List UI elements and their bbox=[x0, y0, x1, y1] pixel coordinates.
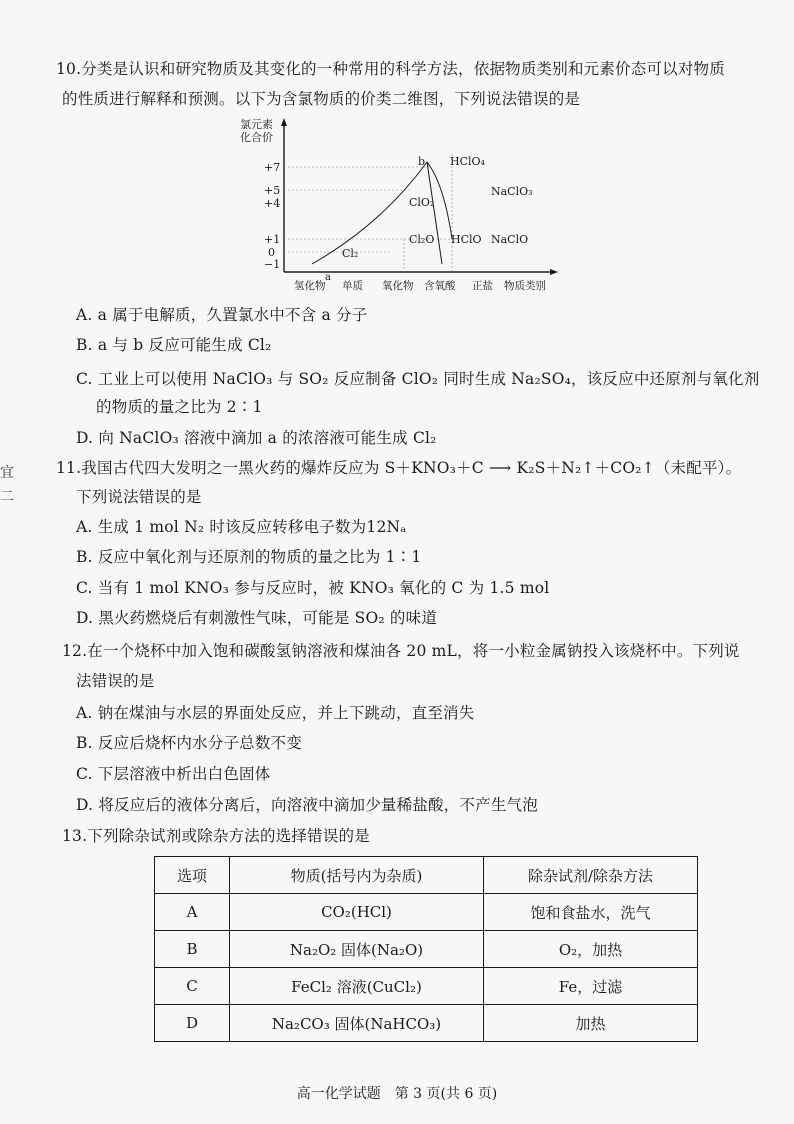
x-category: 氧化物 bbox=[382, 280, 414, 292]
q10-stem-line2: 的性质进行解释和预测。以下为含氯物质的价类二维图，下列说法错误的是 bbox=[62, 90, 581, 108]
point-clo2: ClO₂ bbox=[409, 196, 435, 209]
point-b: b bbox=[418, 155, 426, 168]
x-category: 氢化物 bbox=[294, 280, 326, 292]
y-tick: +4 bbox=[264, 197, 281, 210]
y-tick: +5 bbox=[264, 184, 281, 197]
y-label-line1: 氯元素 bbox=[240, 118, 273, 131]
q11-option-d: D. 黑火药燃烧后有刺激性气味，可能是 SO₂ 的味道 bbox=[76, 609, 438, 627]
point-hclo4: HClO₄ bbox=[450, 155, 485, 168]
point-cl2o: Cl₂O bbox=[409, 233, 435, 246]
trend-line bbox=[427, 162, 442, 264]
q11-stem-line1: 11.我国古代四大发明之一黑火药的爆炸反应为 S＋KNO₃＋C ⟶ K₂S＋N₂↑＋CO₂↑（未配平）。 bbox=[56, 459, 742, 477]
y-label-line2: 化合价 bbox=[240, 131, 273, 144]
table-cell: Fe，过滤 bbox=[484, 968, 698, 1005]
x-category: 正盐 bbox=[472, 280, 493, 292]
table-cell: 加热 bbox=[484, 1005, 698, 1042]
point-hclo: HClO bbox=[451, 233, 482, 246]
margin-char-1: 宜 bbox=[0, 465, 14, 481]
table-cell: 饱和食盐水，洗气 bbox=[484, 894, 698, 931]
table-row bbox=[155, 894, 698, 931]
q10-option-d: D. 向 NaClO₃ 溶液中滴加 a 的浓溶液可能生成 Cl₂ bbox=[76, 429, 437, 447]
q11-stem-line2: 下列说法错误的是 bbox=[76, 488, 202, 506]
x-category: 含氧酸 bbox=[424, 280, 456, 292]
x-axis-arrow bbox=[550, 269, 558, 275]
point-naclo: NaClO bbox=[491, 233, 529, 246]
q13-stem: 13.下列除杂试剂或除杂方法的选择错误的是 bbox=[62, 827, 370, 845]
table-cell: A bbox=[155, 894, 230, 931]
table-cell: Na₂O₂ 固体(Na₂O) bbox=[230, 931, 484, 968]
q10-option-c-line1: C. 工业上可以使用 NaClO₃ 与 SO₂ 反应制备 ClO₂ 同时生成 Na₂SO₄，该反应中还原剂与氧化剂 bbox=[76, 370, 760, 388]
table-cell: FeCl₂ 溶液(CuCl₂) bbox=[230, 968, 484, 1005]
table-row bbox=[155, 968, 698, 1005]
y-tick: −1 bbox=[264, 258, 281, 271]
table-cell: CO₂(HCl) bbox=[230, 894, 484, 931]
q10-stem-line1: 10.分类是认识和研究物质及其变化的一种常用的科学方法，依据物质类别和元素价态可以对物质 bbox=[56, 60, 725, 78]
q10-option-a: A. a 属于电解质，久置氯水中不含 a 分子 bbox=[76, 306, 368, 324]
table-header: 物质(括号内为杂质) bbox=[230, 857, 484, 894]
q12-option-d: D. 将反应后的液体分离后，向溶液中滴加少量稀盐酸，不产生气泡 bbox=[76, 796, 538, 814]
table-cell: C bbox=[155, 968, 230, 1005]
q10-option-b: B. a 与 b 反应可能生成 Cl₂ bbox=[76, 336, 272, 354]
y-tick: +1 bbox=[264, 233, 281, 246]
page-footer: 高一化学试题 第 3 页(共 6 页) bbox=[296, 1086, 498, 1102]
table-cell: O₂，加热 bbox=[484, 931, 698, 968]
table-header: 选项 bbox=[155, 857, 230, 894]
q11-option-b: B. 反应中氧化剂与还原剂的物质的量之比为 1∶1 bbox=[76, 548, 422, 566]
table-header: 除杂试剂/除杂方法 bbox=[484, 857, 698, 894]
point-a: a bbox=[325, 272, 331, 283]
table-cell: B bbox=[155, 931, 230, 968]
q12-option-b: B. 反应后烧杯内水分子总数不变 bbox=[76, 734, 302, 752]
table-cell: Na₂CO₃ 固体(NaHCO₃) bbox=[230, 1005, 484, 1042]
y-axis-arrow bbox=[281, 118, 287, 126]
q10-option-c-line2: 的物质的量之比为 2∶1 bbox=[96, 398, 263, 416]
q11-option-a: A. 生成 1 mol N₂ 时该反应转移电子数为12Nₐ bbox=[76, 518, 407, 536]
y-tick: 0 bbox=[268, 246, 275, 259]
margin-char-2: 二 bbox=[0, 489, 14, 505]
table-header-row bbox=[155, 857, 698, 894]
table-cell: D bbox=[155, 1005, 230, 1042]
q11-option-c: C. 当有 1 mol KNO₃ 参与反应时，被 KNO₃ 氧化的 C 为 1.5 mol bbox=[76, 579, 550, 597]
point-naclo3: NaClO₃ bbox=[491, 185, 533, 198]
table-row bbox=[155, 1005, 698, 1042]
x-category: 物质类别 bbox=[504, 280, 546, 292]
table-row bbox=[155, 931, 698, 968]
y-tick: +7 bbox=[264, 161, 281, 174]
point-cl2: Cl₂ bbox=[342, 247, 359, 260]
chlorine-valence-chart bbox=[232, 114, 562, 294]
q12-option-c: C. 下层溶液中析出白色固体 bbox=[76, 765, 271, 783]
q12-option-a: A. 钠在煤油与水层的界面处反应，并上下跳动，直至消失 bbox=[76, 704, 475, 722]
q13-table bbox=[154, 856, 698, 1042]
q12-stem-line1: 12.在一个烧杯中加入饱和碳酸氢钠溶液和煤油各 20 mL，将一小粒金属钠投入该烧杯中。下列说 bbox=[62, 642, 740, 660]
q12-stem-line2: 法错误的是 bbox=[76, 672, 155, 690]
trend-curve bbox=[312, 162, 452, 264]
x-category: 单质 bbox=[342, 280, 363, 292]
